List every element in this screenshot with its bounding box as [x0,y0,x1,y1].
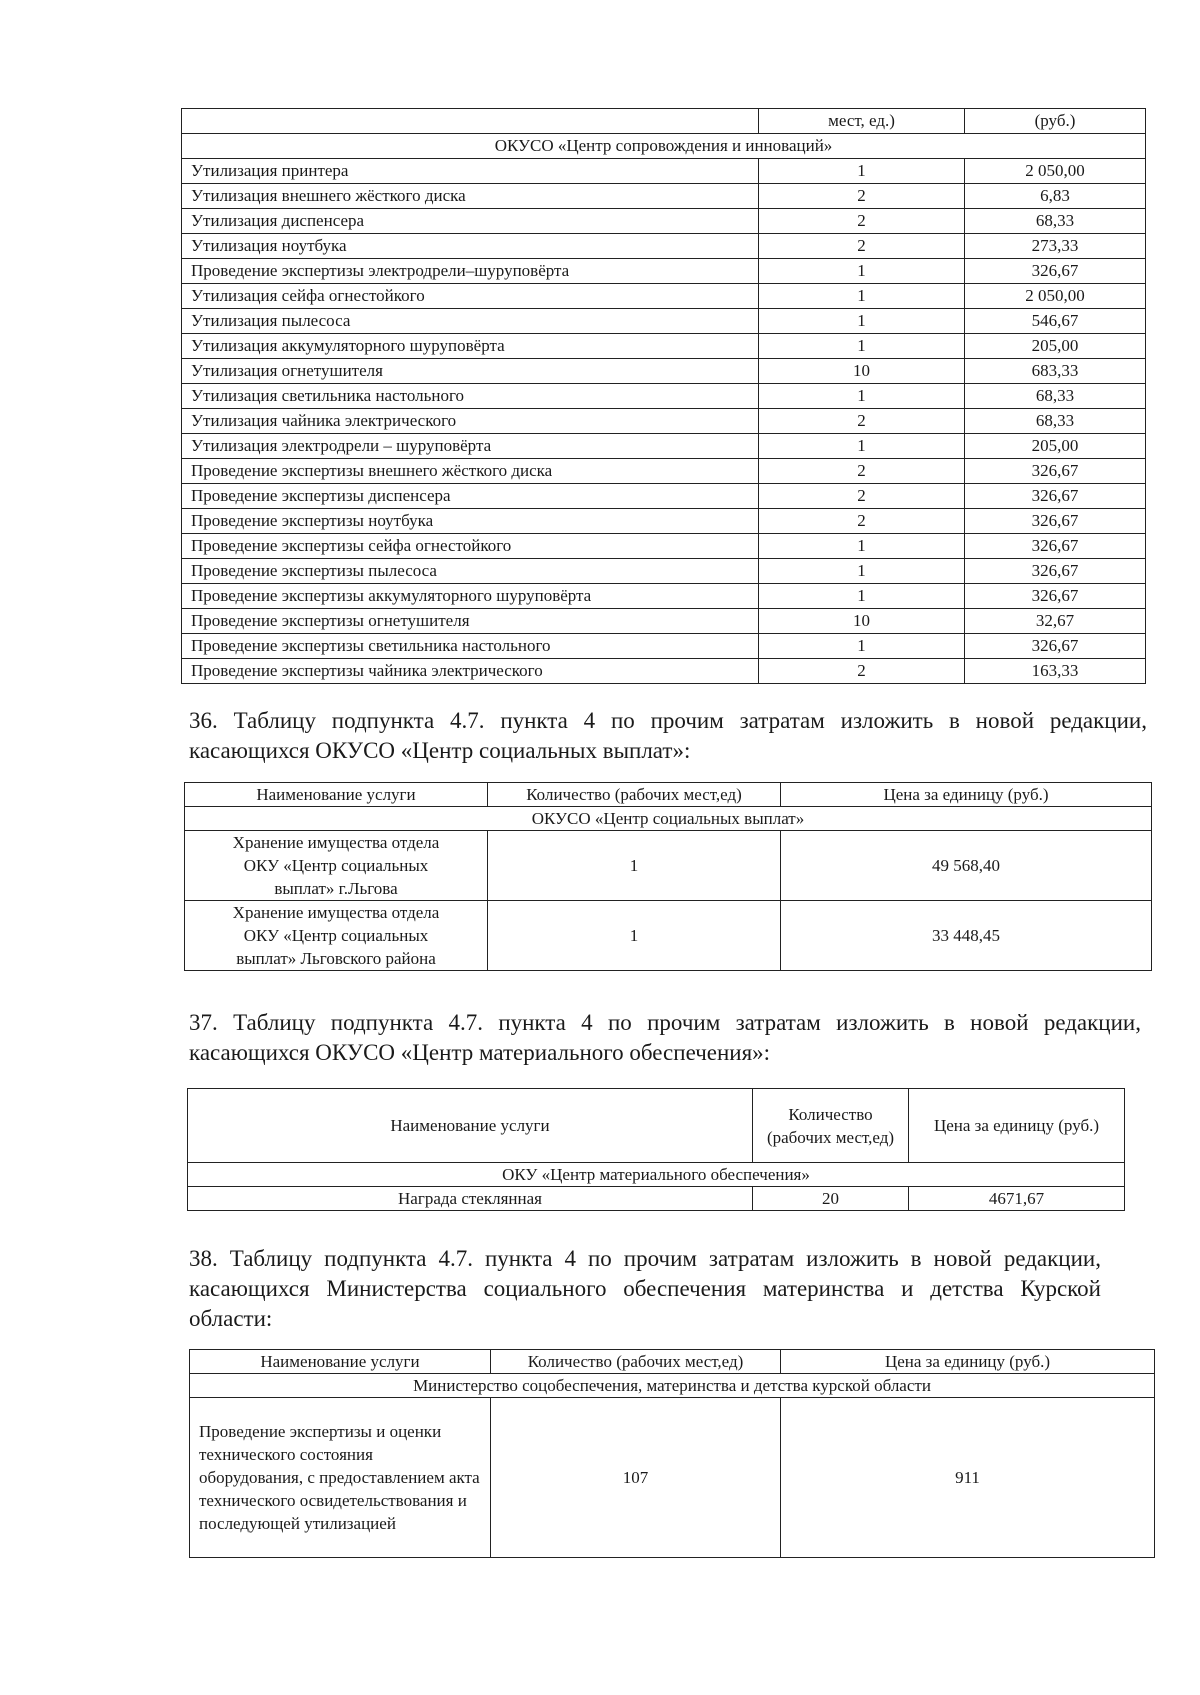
table-row [182,534,1146,559]
table-row [182,609,1146,634]
table-row [182,284,1146,309]
cell-name: Утилизация аккумуляторного шуруповёрта [182,334,759,359]
header-cell-price: (руб.) [965,109,1146,134]
cell-name: Проведение экспертизы светильника настольного [182,634,759,659]
header-cell-qty: Количество (рабочих мест,ед) [753,1089,909,1163]
cell-name: Награда стеклянная [188,1187,753,1211]
cell-qty: 20 [753,1187,909,1211]
cell-price: 2 050,00 [965,159,1146,184]
cell-price: 68,33 [965,209,1146,234]
cell-name: Утилизация пылесоса [182,309,759,334]
cell-name: Утилизация светильника настольного [182,384,759,409]
cell-price: 326,67 [965,634,1146,659]
cell-qty: 1 [759,159,965,184]
cell-price: 273,33 [965,234,1146,259]
table-group-row [190,1374,1155,1398]
cell-name: Утилизация электродрели – шуруповёрта [182,434,759,459]
cell-price: 205,00 [965,434,1146,459]
table-row [182,584,1146,609]
table-social-payments [184,782,1152,971]
cell-name: Проведение экспертизы и оценки технического состояния оборудования, с предоставлением акта технического освидетельствования и последующей утилизацией [190,1398,491,1558]
cell-qty: 1 [759,559,965,584]
cell-price: 4671,67 [909,1187,1125,1211]
table-row [182,234,1146,259]
cell-name: Проведение экспертизы внешнего жёсткого диска [182,459,759,484]
header-cell-name: Наименование услуги [190,1350,491,1374]
cell-name: Проведение экспертизы огнетушителя [182,609,759,634]
cell-qty: 10 [759,609,965,634]
cell-name: Проведение экспертизы электродрели–шуруповёрта [182,259,759,284]
cell-price: 2 050,00 [965,284,1146,309]
cell-name: Проведение экспертизы диспенсера [182,484,759,509]
cell-qty: 1 [759,284,965,309]
cell-qty: 1 [759,434,965,459]
group-title: Министерство соцобеспечения, материнства и детства курской области [190,1374,1155,1398]
cell-name: Хранение имущества отдела ОКУ «Центр социальных выплат» г.Льгова [185,831,488,901]
table-row [185,901,1152,971]
cell-qty: 1 [488,831,781,901]
cell-qty: 2 [759,509,965,534]
cell-price: 326,67 [965,509,1146,534]
table-row [182,159,1146,184]
cell-qty: 1 [759,259,965,284]
header-cell-name: Наименование услуги [185,783,488,807]
cell-qty: 1 [759,384,965,409]
table-row [182,209,1146,234]
cell-price: 33 448,45 [781,901,1152,971]
cell-qty: 10 [759,359,965,384]
cell-qty: 2 [759,234,965,259]
header-cell-price: Цена за единицу (руб.) [909,1089,1125,1163]
table-row [182,509,1146,534]
table-row [182,559,1146,584]
cell-qty: 2 [759,209,965,234]
table-group-row [185,807,1152,831]
cell-price: 326,67 [965,559,1146,584]
cell-price: 6,83 [965,184,1146,209]
table-ministry [189,1349,1155,1558]
cell-name: Утилизация огнетушителя [182,359,759,384]
cell-qty: 2 [759,409,965,434]
header-cell-qty: Количество (рабочих мест,ед) [491,1350,781,1374]
cell-qty: 1 [488,901,781,971]
paragraph-36: 36. Таблицу подпункта 4.7. пункта 4 по прочим затратам изложить в новой редакции, касающихся ОКУСО «Центр социальных выплат»: [189,708,1147,763]
header-cell-price: Цена за единицу (руб.) [781,783,1152,807]
cell-qty: 1 [759,309,965,334]
cell-price: 68,33 [965,384,1146,409]
table-group-row [188,1163,1125,1187]
cell-price: 68,33 [965,409,1146,434]
table-row [182,184,1146,209]
cell-qty: 1 [759,584,965,609]
cell-name: Хранение имущества отдела ОКУ «Центр социальных выплат» Льговского района [185,901,488,971]
cell-price: 326,67 [965,484,1146,509]
header-cell-price: Цена за единицу (руб.) [781,1350,1155,1374]
cell-price: 163,33 [965,659,1146,684]
cell-price: 326,67 [965,534,1146,559]
cell-name: Проведение экспертизы сейфа огнестойкого [182,534,759,559]
cell-qty: 2 [759,184,965,209]
cell-qty: 1 [759,334,965,359]
table-row [185,831,1152,901]
cell-qty: 2 [759,459,965,484]
cell-name: Проведение экспертизы чайника электрического [182,659,759,684]
table-header-row [185,783,1152,807]
table-row [182,634,1146,659]
cell-qty: 107 [491,1398,781,1558]
table-row [182,309,1146,334]
cell-name: Утилизация ноутбука [182,234,759,259]
cell-price: 546,67 [965,309,1146,334]
table-material-support [187,1088,1125,1211]
cell-price: 205,00 [965,334,1146,359]
group-title: ОКУСО «Центр сопровождения и инноваций» [182,134,1146,159]
paragraph-37: 37. Таблицу подпункта 4.7. пункта 4 по прочим затратам изложить в новой редакции, касающихся ОКУСО «Центр материального обеспечения»: [189,1010,1141,1065]
cell-price: 326,67 [965,259,1146,284]
cell-price: 911 [781,1398,1155,1558]
cell-price: 683,33 [965,359,1146,384]
cell-qty: 1 [759,634,965,659]
table-row [182,384,1146,409]
cell-name: Проведение экспертизы ноутбука [182,509,759,534]
table-header-row [188,1089,1125,1163]
header-cell-blank [182,109,759,134]
cell-name: Проведение экспертизы пылесоса [182,559,759,584]
table-row [182,434,1146,459]
table-header-row [182,109,1146,134]
cell-price: 32,67 [965,609,1146,634]
table-group-row [182,134,1146,159]
cell-qty: 2 [759,484,965,509]
header-cell-name: Наименование услуги [188,1089,753,1163]
cell-price: 326,67 [965,584,1146,609]
table-row [188,1187,1125,1211]
cell-name: Утилизация диспенсера [182,209,759,234]
header-cell-qty: мест, ед.) [759,109,965,134]
table-continuation [181,108,1146,684]
cell-qty: 2 [759,659,965,684]
header-cell-qty: Количество (рабочих мест,ед) [488,783,781,807]
cell-name: Утилизация сейфа огнестойкого [182,284,759,309]
cell-name: Утилизация принтера [182,159,759,184]
table-row [190,1398,1155,1558]
cell-name: Проведение экспертизы аккумуляторного шуруповёрта [182,584,759,609]
paragraph-38: 38. Таблицу подпункта 4.7. пункта 4 по прочим затратам изложить в новой редакции, касающихся Министерства социального обеспечения материнства и детства Курской области: [189,1246,1101,1331]
cell-name: Утилизация внешнего жёсткого диска [182,184,759,209]
cell-qty: 1 [759,534,965,559]
group-title: ОКУ «Центр материального обеспечения» [188,1163,1125,1187]
table-row [182,484,1146,509]
table-row [182,459,1146,484]
table-row [182,259,1146,284]
cell-price: 326,67 [965,459,1146,484]
cell-price: 49 568,40 [781,831,1152,901]
table-row [182,334,1146,359]
table-header-row [190,1350,1155,1374]
table-row [182,359,1146,384]
group-title: ОКУСО «Центр социальных выплат» [185,807,1152,831]
table-row [182,659,1146,684]
table-row [182,409,1146,434]
cell-name: Утилизация чайника электрического [182,409,759,434]
